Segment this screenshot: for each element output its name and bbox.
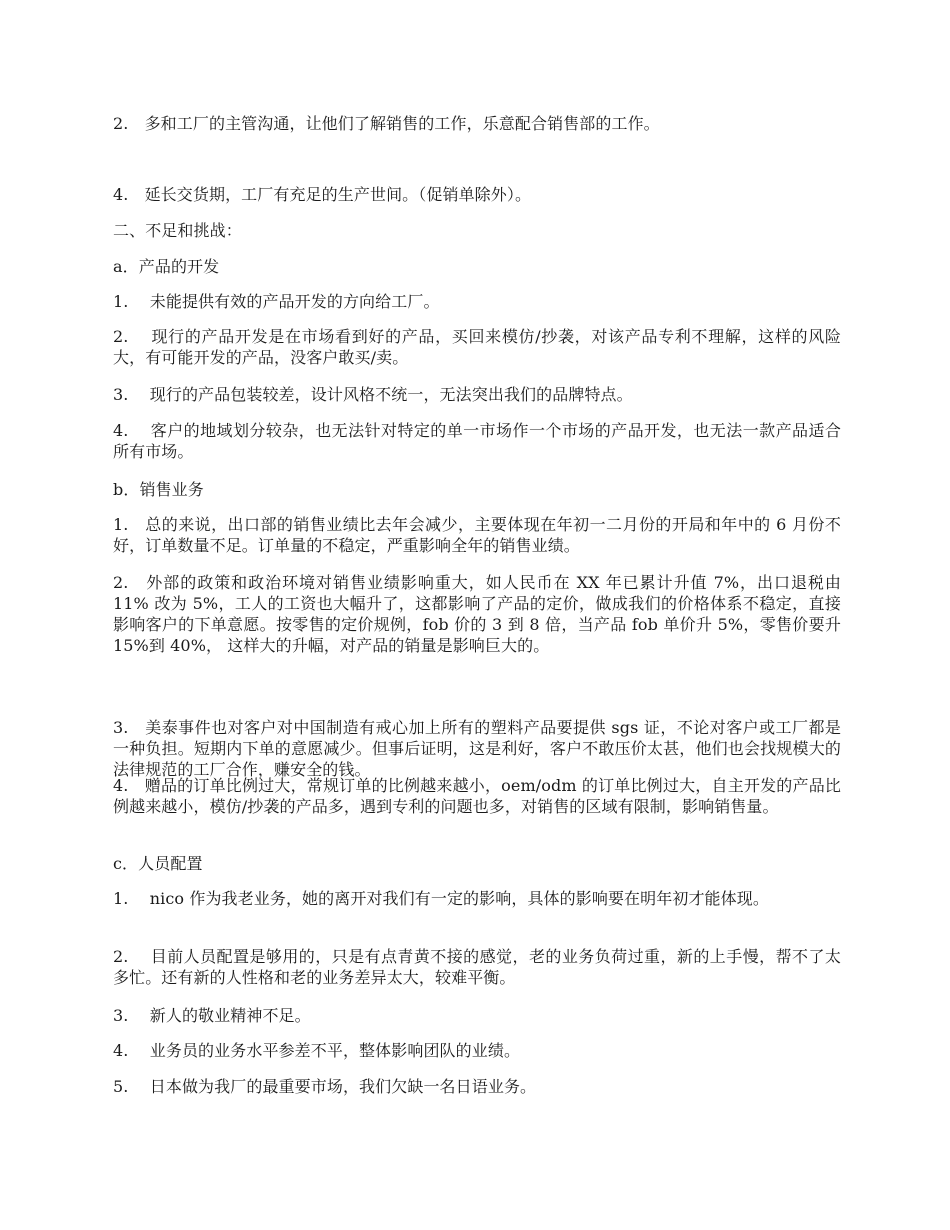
subheading-staffing: c．人员配置 bbox=[113, 854, 203, 873]
paragraph-factory-communication: 2. 多和工厂的主管沟通，让他们了解销售的工作，乐意配合销售部的工作。 bbox=[113, 114, 660, 133]
paragraph-product-3: 3. 现行的产品包装较差，设计风格不统一，无法突出我们的品牌特点。 bbox=[113, 385, 633, 404]
paragraph-staffing-5: 5. 日本做为我厂的最重要市场，我们欠缺一名日语业务。 bbox=[113, 1077, 537, 1096]
paragraph-staffing-2: 2. 目前人员配置是够用的，只是有点青黄不接的感觉，老的业务负荷过重，新的上手慢，帮不了太多忙。还有新的人性格和老的业务差异太大，较难平衡。 bbox=[113, 947, 841, 987]
section-heading-shortcomings: 二、不足和挑战： bbox=[113, 221, 242, 240]
paragraph-product-4: 4. 客户的地域划分较杂，也无法针对特定的单一市场作一个市场的产品开发，也无法一款产品适合所有市场。 bbox=[113, 421, 841, 461]
paragraph-product-1: 1. 未能提供有效的产品开发的方向给工厂。 bbox=[113, 292, 440, 311]
paragraph-product-2: 2. 现行的产品开发是在市场看到好的产品，买回来模仿/抄袭，对该产品专利不理解，这样的风险大，有可能开发的产品，没客户敢买/卖。 bbox=[113, 327, 841, 367]
paragraph-staffing-1: 1. nico 作为我老业务，她的离开对我们有一定的影响，具体的影响要在明年初才能体现。 bbox=[113, 889, 769, 908]
subheading-product-development: a．产品的开发 bbox=[113, 257, 220, 276]
paragraph-staffing-3: 3. 新人的敬业精神不足。 bbox=[113, 1006, 311, 1025]
paragraph-sales-1: 1. 总的来说，出口部的销售业绩比去年会减少，主要体现在年初一二月份的开局和年中的 6 月份不好，订单数量不足。订单量的不稳定，严重影响全年的销售业绩。 bbox=[113, 515, 841, 555]
paragraph-staffing-4: 4. 业务员的业务水平参差不平，整体影响团队的业绩。 bbox=[113, 1041, 521, 1060]
paragraph-sales-4: 4. 赠品的订单比例过大，常规订单的比例越来越小，oem/odm 的订单比例过大，自主开发的产品比例越来越小，模仿/抄袭的产品多，遇到专利的问题也多，对销售的区域有限制，影响销售量。 bbox=[113, 776, 841, 816]
paragraph-sales-2: 2. 外部的政策和政治环境对销售业绩影响重大，如人民币在 XX 年已累计升值 7%，出口退税由 11% 改为 5%，工人的工资也大幅升了，这都影响了产品的定价，做成我们的价格体系不稳定，直接影响客户的下单意愿。按零售的定价规例，fob 价的 3 到 8 倍，当产品 fob 单价升 5%，零售价要升 15%到 40%， 这样大的升幅，对产品的销量是影响巨大的。 bbox=[113, 573, 841, 655]
subheading-sales: b．销售业务 bbox=[113, 480, 204, 499]
paragraph-sales-3: 3. 美泰事件也对客户对中国制造有戒心加上所有的塑料产品要提供 sgs 证，不论对客户或工厂都是一种负担。短期内下单的意愿减少。但事后证明，这是利好，客户不敢压价太甚，他们也会找规模大的法律规范的工厂合作，赚安全的钱。 bbox=[113, 718, 841, 779]
paragraph-delivery-period: 4. 延长交货期，工厂有充足的生产世间。（促销单除外）。 bbox=[113, 185, 532, 204]
